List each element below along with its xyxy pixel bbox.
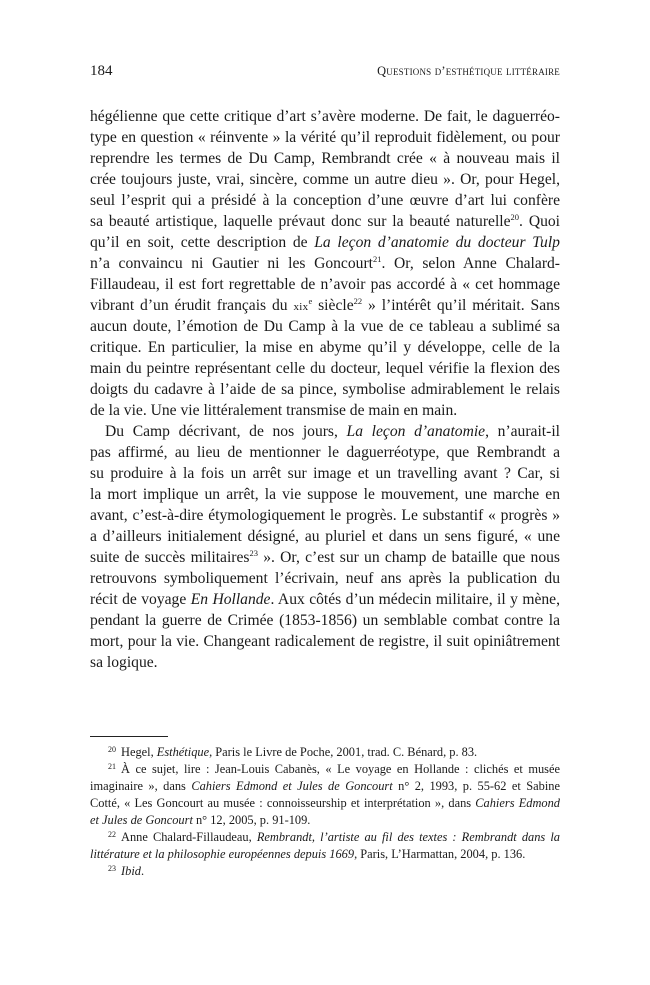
text-line: reprendre les termes de Du Camp, Rembrandt crée « à nouveau mais il bbox=[90, 150, 560, 167]
text-line bbox=[90, 295, 560, 316]
text-span: n’a convaincu ni Gautier ni les Goncourt bbox=[90, 255, 373, 272]
text-span: sa beauté artistique, laquelle prévaut donc sur la beauté naturelle bbox=[90, 213, 511, 230]
ordinal-suffix: e bbox=[308, 296, 313, 306]
text-line: main du peintre représentant celle du docteur, lequel vérifie la flexion des bbox=[90, 360, 560, 377]
running-title: Questions d’esthétique littéraire bbox=[377, 64, 560, 78]
footnote-20 bbox=[90, 744, 560, 761]
page-number: 184 bbox=[90, 63, 113, 79]
text-span: Esthétique bbox=[156, 745, 210, 759]
text-span: . Quoi bbox=[519, 213, 560, 230]
text-span: Ibid bbox=[121, 864, 141, 878]
footnote-ref-21[interactable]: 21 bbox=[372, 254, 382, 264]
footnote-line bbox=[90, 778, 560, 795]
text-span: . Aux côtés d’un médecin militaire, il y mène, bbox=[270, 591, 560, 608]
footnote-ref-23[interactable]: 23 bbox=[249, 548, 258, 558]
text-span: récit de voyage bbox=[90, 591, 191, 608]
text-line: su produire à la fois un arrêt sur image et un travelling avant ? Car, si bbox=[90, 465, 560, 482]
text-span: , Paris le Livre de Poche, 2001, trad. C. Bénard, p. 83. bbox=[209, 745, 478, 759]
text-line: avant, c’est-à-dire étymologiquement le progrès. Le substantif « progrès » bbox=[90, 507, 560, 524]
footnote-number: 22 bbox=[108, 830, 116, 839]
text-span: À ce sujet, lire : Jean-Louis Cabanès, « Le voyage en Hollande : clichés et musée bbox=[121, 762, 560, 776]
footnote-line bbox=[90, 795, 560, 812]
text-span: Hegel, bbox=[121, 745, 157, 759]
text-span: , Paris, L’Harmattan, 2004, p. 136. bbox=[354, 847, 526, 861]
text-line: hégélienne que cette critique d’art s’avère moderne. De fait, le daguerréo- bbox=[90, 108, 560, 125]
text-span: . Or, selon Anne Chalard- bbox=[381, 255, 560, 272]
text-span: n° 2, 1993, p. 55-62 et Sabine bbox=[392, 779, 560, 793]
text-line: critique. En particulier, la mise en abyme qu’il y développe, celle de la bbox=[90, 339, 560, 356]
text-span: , n’aurait-il bbox=[485, 423, 560, 440]
text-span: n° 12, 2005, p. 91-109. bbox=[192, 813, 311, 827]
text-line: pendant la guerre de Crimée (1853-1856) un semblable combat contre la bbox=[90, 612, 560, 629]
text-span: ». Or, c’est sur un champ de bataille que nous bbox=[257, 549, 560, 566]
text-line: a d’ailleurs initialement désigné, au pluriel et dans un sens figuré, « une bbox=[90, 528, 560, 545]
running-header bbox=[90, 63, 560, 81]
text-span: et Jules de Goncourt bbox=[90, 813, 193, 827]
footnote-line bbox=[90, 846, 560, 863]
text-span: imaginaire », dans bbox=[90, 779, 192, 793]
text-line bbox=[90, 253, 560, 274]
text-span: . bbox=[140, 864, 145, 878]
text-line: pas affirmé, au lieu de mentionner le daguerréotype, que Rembrandt a bbox=[90, 444, 560, 461]
text-line: mort, pour la vie. Changeant radicalement de registre, il suit opiniâtrement bbox=[90, 633, 560, 650]
century-numeral: xix bbox=[293, 301, 309, 313]
footnote-ref-20[interactable]: 20 bbox=[510, 212, 520, 222]
text-span: littérature et la philosophie européennes depuis 1669 bbox=[90, 847, 355, 861]
text-span: vibrant d’un érudit français du bbox=[90, 297, 294, 314]
text-span: Rembrandt, l’artiste au fil des textes : Rembrandt dans la bbox=[256, 830, 560, 844]
text-span: Cotté, « Les Goncourt au musée : connoisseurship et interprétation », dans bbox=[90, 796, 476, 810]
footnote-number: 23 bbox=[108, 864, 116, 873]
footnote-separator bbox=[90, 736, 168, 737]
footnote-line bbox=[90, 812, 560, 829]
footnote-21 bbox=[90, 761, 560, 778]
text-line: sa logique. bbox=[90, 654, 158, 671]
text-span: Anne Chalard-Fillaudeau, bbox=[121, 830, 257, 844]
footnotes bbox=[90, 744, 560, 880]
body-text bbox=[90, 106, 560, 673]
text-span: qu’il en soit, cette description de bbox=[90, 234, 315, 251]
text-span: siècle bbox=[312, 297, 354, 314]
text-line: Fillaudeau, il est fort regrettable de n’avoir pas accordé à « cet hommage bbox=[90, 276, 560, 293]
text-span: Cahiers Edmond bbox=[475, 796, 560, 810]
text-line bbox=[90, 421, 560, 442]
text-line: doigts du cadavre à l’aide de sa pince, symbolise admirablement le relais bbox=[90, 381, 560, 398]
footnote-number: 21 bbox=[108, 762, 116, 771]
text-line: de la vie. Une vie littéralement transmise de main en main. bbox=[90, 402, 458, 419]
painting-title: La leçon d’anatomie bbox=[346, 423, 486, 440]
footnote-number: 20 bbox=[108, 745, 116, 754]
text-line: aucun doute, l’émotion de Du Camp à la vue de ce tableau a sublimé sa bbox=[90, 318, 560, 335]
text-line: la mort implique un arrêt, la vie suppose le mouvement, une marche en bbox=[90, 486, 560, 503]
footnote-23 bbox=[90, 863, 560, 880]
book-title: En Hollande bbox=[190, 591, 271, 608]
text-line bbox=[90, 211, 560, 232]
text-line bbox=[90, 232, 560, 253]
text-span: » l’intérêt qu’il méritait. Sans bbox=[362, 297, 560, 314]
footnote-22 bbox=[90, 829, 560, 846]
text-span: Cahiers Edmond et Jules de Goncourt bbox=[191, 779, 393, 793]
text-span: Du Camp décrivant, de nos jours, bbox=[105, 423, 347, 440]
text-line bbox=[90, 547, 560, 568]
footnote-ref-22[interactable]: 22 bbox=[353, 296, 363, 306]
text-line bbox=[90, 589, 560, 610]
painting-title: La leçon d’anatomie du docteur Tulp bbox=[314, 234, 560, 251]
text-line: type en question « réinvente » la vérité qu’il reproduit fidèlement, ou pour bbox=[90, 129, 560, 146]
text-line: seul l’esprit qui a présidé à la conception d’une œuvre d’art lui confère bbox=[90, 192, 560, 209]
text-span: suite de succès militaires bbox=[90, 549, 250, 566]
text-line: crée toujours juste, vrai, sincère, comme un autre dieu ». Or, pour Hegel, bbox=[90, 171, 560, 188]
text-line: retrouvons symboliquement l’écrivain, neuf ans après la publication du bbox=[90, 570, 560, 587]
